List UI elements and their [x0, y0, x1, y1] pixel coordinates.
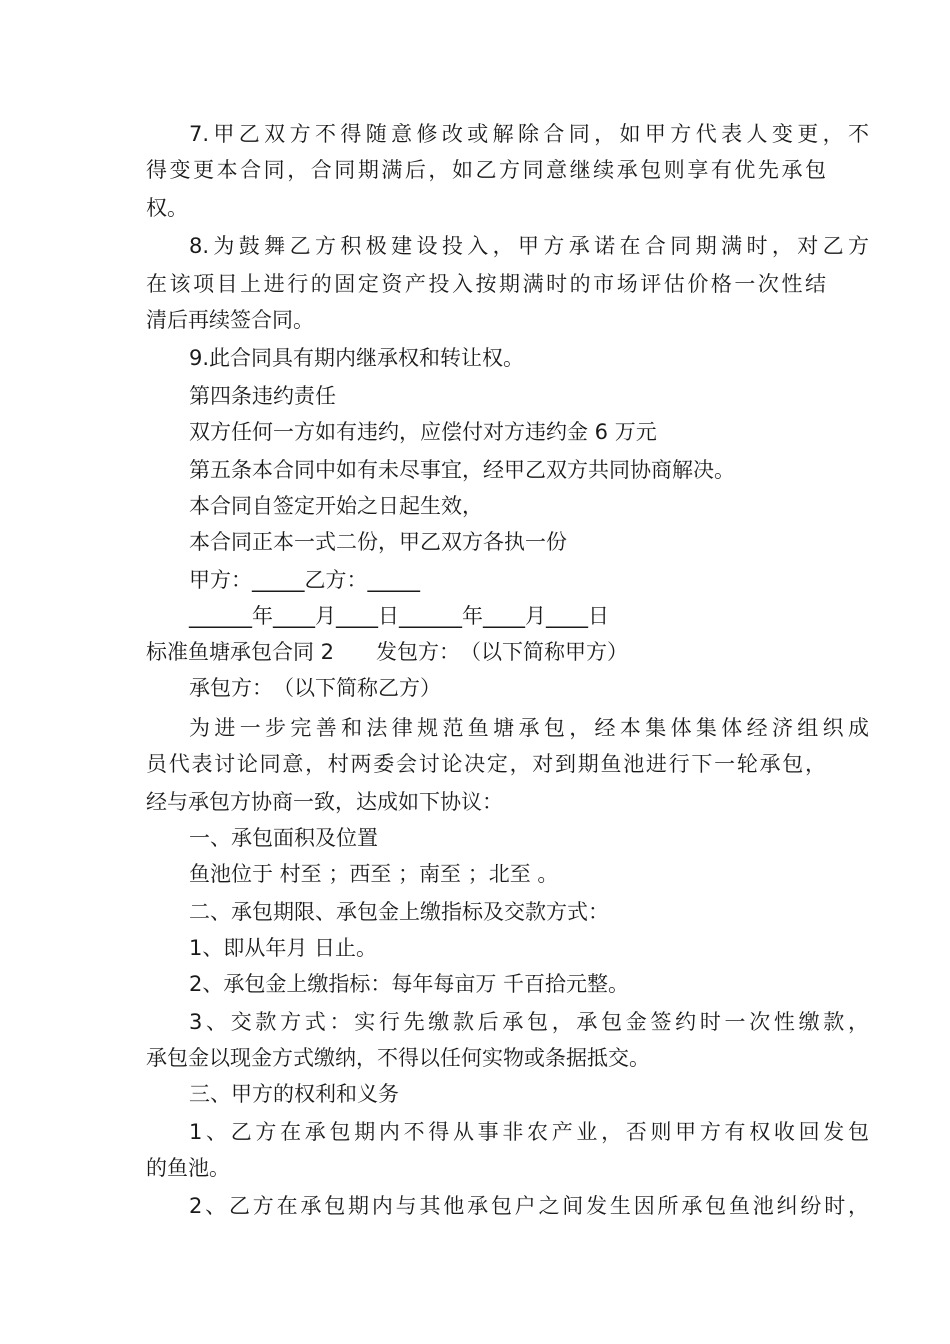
paragraph-line: 清后再续签合同。 — [146, 308, 314, 332]
section-heading: 三、甲方的权利和义务 — [189, 1082, 399, 1106]
paragraph-line: 承包方： （以下简称乙方） — [189, 676, 441, 700]
paragraph-line: 9.此合同具有期内继承权和转让权。 — [189, 346, 525, 370]
section-heading: 一、承包面积及位置 — [189, 826, 378, 850]
section-heading: 第四条违约责任 — [189, 384, 336, 408]
paragraph-line: 3、交款方式：实行先缴款后承包，承包金签约时一次性缴款， — [189, 1010, 869, 1034]
paragraph-line: 的鱼池。 — [146, 1156, 230, 1180]
paragraph-line: 得变更本合同，合同期满后，如乙方同意继续承包则享有优先承包 — [146, 158, 826, 182]
paragraph-line: 在该项目上进行的固定资产投入按期满时的市场评估价格一次性结 — [146, 272, 826, 296]
paragraph-line: 鱼池位于 村至 ；西至 ；南至 ；北至 。 — [189, 862, 559, 886]
paragraph-line: 权。 — [146, 196, 188, 220]
paragraph-line: 承包金以现金方式缴纳，不得以任何实物或条据抵交。 — [146, 1046, 650, 1070]
signature-line: 甲方：_____乙方：_____ — [189, 568, 420, 592]
paragraph-line: 7.甲乙双方不得随意修改或解除合同，如甲方代表人变更，不 — [189, 122, 869, 146]
paragraph-line: 1、乙方在承包期内不得从事非农产业，否则甲方有权收回发包 — [189, 1120, 869, 1144]
paragraph-line: 8.为鼓舞乙方积极建设投入，甲方承诺在合同期满时，对乙方 — [189, 234, 869, 258]
paragraph-line: 经与承包方协商一致，达成如下协议： — [146, 790, 503, 814]
paragraph-line: 2、承包金上缴指标：每年每亩万 千百拾元整。 — [189, 972, 630, 996]
paragraph-line: 为进一步完善和法律规范鱼塘承包，经本集体集体经济组织成 — [189, 716, 869, 740]
paragraph-line: 第五条本合同中如有未尽事宜，经甲乙双方共同协商解决。 — [189, 458, 735, 482]
paragraph-line: 2、乙方在承包期内与其他承包户之间发生因所承包鱼池纠纷时， — [189, 1194, 869, 1218]
date-line: ______年____月____日______年____月____日 — [189, 604, 609, 628]
section-heading: 二、承包期限、承包金上缴指标及交款方式： — [189, 900, 609, 924]
paragraph-line: 1、即从年月 日止。 — [189, 936, 378, 960]
paragraph-line: 本合同自签定开始之日起生效， — [189, 494, 483, 518]
paragraph-line: 本合同正本一式二份，甲乙双方各执一份 — [189, 530, 567, 554]
paragraph-line: 员代表讨论同意，村两委会讨论决定，对到期鱼池进行下一轮承包， — [146, 752, 826, 776]
paragraph-line: 双方任何一方如有违约，应偿付对方违约金 6 万元 — [189, 420, 657, 444]
contract-title-line: 标准鱼塘承包合同 2 发包方： （以下简称甲方） — [146, 640, 629, 664]
